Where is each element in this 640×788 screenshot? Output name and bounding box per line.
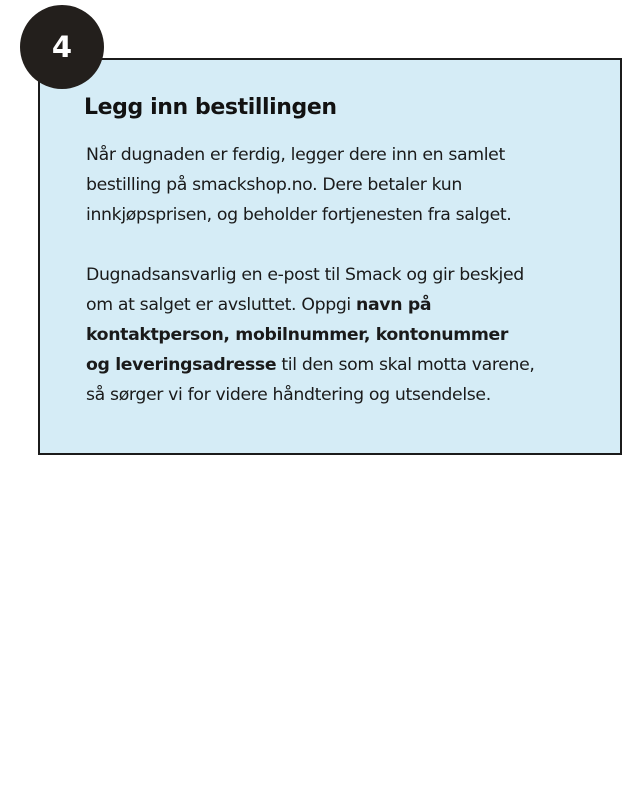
step-number-badge — [20, 5, 104, 89]
step-number: 4 — [51, 30, 73, 64]
paragraph-line: bestilling på smackshop.no. Dere betaler kun — [86, 175, 462, 195]
paragraph-line: innkjøpsprisen, og beholder fortjenesten fra salget. — [86, 205, 512, 225]
paragraph-line: Dugnadsansvarlig en e-post til Smack og gir beskjed — [86, 265, 524, 285]
step-paragraph-contact — [86, 260, 535, 410]
step-paragraph-ordering — [86, 140, 511, 230]
step-title: Legg inn bestillingen — [84, 95, 337, 120]
paragraph-line: så sørger vi for videre håndtering og utsendelse. — [86, 385, 491, 405]
paragraph-line — [86, 320, 535, 350]
paragraph-line — [86, 350, 535, 380]
paragraph-line: Når dugnaden er ferdig, legger dere inn en samlet — [86, 145, 505, 165]
paragraph-emphasis: navn på — [356, 295, 432, 315]
paragraph-line — [86, 290, 535, 320]
paragraph-text: om at salget er avsluttet. Oppgi — [86, 295, 357, 315]
paragraph-text: til den som skal motta varene, — [276, 355, 535, 375]
paragraph-emphasis: kontaktperson, mobilnummer, kontonummer — [86, 325, 509, 345]
paragraph-emphasis: og leveringsadresse — [86, 355, 277, 375]
